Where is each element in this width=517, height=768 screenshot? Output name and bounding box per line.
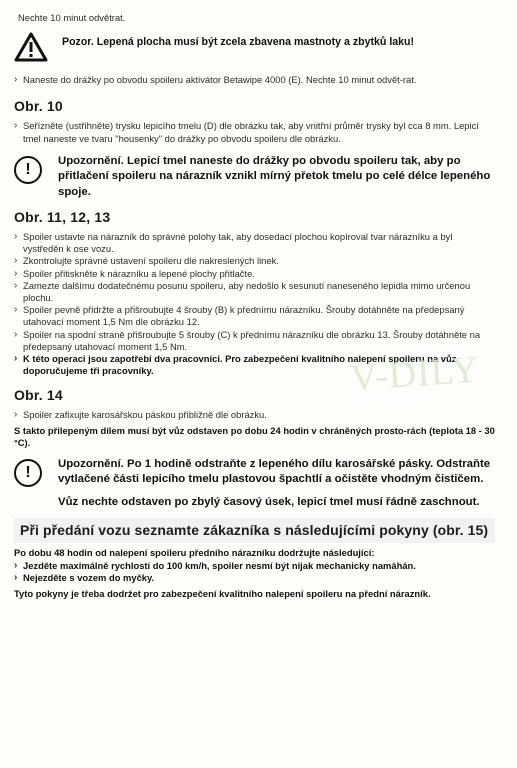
notice-block — [14, 457, 495, 510]
list-item-bold: › Nejezděte s vozem do myčky. — [14, 572, 495, 584]
exclamation-circle-icon: ! — [14, 156, 42, 184]
parking-note: S takto přilepeným dílem musí být vůz odstaven po dobu 24 hodin v chráněných prosto-rách (teplota 18 - 30 °C). — [14, 424, 495, 448]
notice-text: Upozornění. Lepicí tmel naneste do drážky po obvodu spoileru tak, aby po přitlačení spoileru na nárazník vznikl mírný přetok tmelu po celé délce lepeného spoje. — [58, 154, 491, 198]
heading-obr14: Obr. 14 — [14, 387, 63, 404]
list-item-bold: › K této operaci jsou zapotřebí dva pracovníci. Pro zabezpečení kvalitního nalepení spoileru na vůz doporučujeme tři pracovníky. — [14, 353, 495, 377]
watermark-text: V-DILY — [348, 348, 481, 400]
exclamation-circle-icon: ! — [14, 459, 42, 487]
list-item: › Spoiler pevně přidržte a přišroubujte 4 šrouby (B) k přednímu nárazníku. Šrouby dotáhněte na předepsaný utahovací moment 1,5 Nm dle obrázku 12. — [14, 304, 495, 328]
list-item: › Zamezte dalšímu dodatečnému posunu spoileru, aby nedošlo k sesunutí naneseného lepidla mimo určenou plochu. — [14, 280, 495, 304]
heading-obr10: Obr. 10 — [14, 98, 63, 115]
heading-obr11-13: Obr. 11, 12, 13 — [14, 209, 111, 226]
warning-text: Pozor. Lepená plocha musí být zcela zbavena mastnoty a zbytků laku! — [62, 36, 415, 49]
notice-text-2: Vůz nechte odstaven po zbylý časový úsek, lepicí tmel musí řádně zaschnout. — [58, 495, 480, 508]
notice-block — [14, 154, 495, 200]
list-item: › Spoiler na spodní straně přišroubujte 5 šrouby (C) k přednímu nárazníku dle obrázku 13. Šrouby dotáhněte na předepsaný utahovací moment 1,5 Nm. — [14, 329, 495, 353]
notice-text: Upozornění. Po 1 hodině odstraňte z lepeného dílu karosářské pásky. Odstraňte vytlačené části lepicího tmelu plastovou špachtlí a očistěte vhodným čističem. — [58, 458, 491, 486]
list-item: › Naneste do drážky po obvodu spoileru aktivátor Betawipe 4000 (E). Nechte 10 minut odvět-rat. — [14, 74, 495, 86]
list-item: › Seřízněte (ustřihněte) trysku lepicího tmelu (D) dle obrázku tak, aby vnitřní průměr trysky byl cca 8 mm. Lepicí tmel naneste ve tvaru "housenky" do drážky po obvodu spoileru dle obrázku. — [14, 120, 495, 144]
warning-block — [14, 32, 495, 62]
warning-triangle-icon — [14, 32, 48, 62]
list-item: › Spoiler ustavte na nárazník do správné polohy tak, aby dosedací plochou kopíroval tvar nárazníku a byl vystředěn k ose vozu. — [14, 231, 495, 255]
closing-note: Tyto pokyny je třeba dodržet pro zabezpečení kvalitního nalepení spoileru na přední nárazník. — [14, 587, 431, 599]
list-item: › Spoiler přitiskněte k nárazníku a lepené plochy přitlačte. — [14, 268, 495, 280]
list-item-bold: › Jezděte maximálně rychlostí do 100 km/h, spoiler nesmí být nijak mechanicky namáhán. — [14, 560, 495, 572]
handover-heading: Při předání vozu seznamte zákazníka s následujícími pokyny (obr. 15) — [14, 518, 495, 543]
list-item: › Spoiler zafixujte karosářskou páskou přibližně dle obrázku. — [14, 409, 495, 421]
intro-line: Nechte 10 minut odvětrat. — [18, 12, 126, 23]
handover-intro: Po dobu 48 hodin od nalepení spoileru předního nárazníku dodržujte následující: — [14, 547, 375, 559]
list-item: › Zkontrolujte správné ustavení spoileru dle nakreslených linek. — [14, 255, 495, 267]
